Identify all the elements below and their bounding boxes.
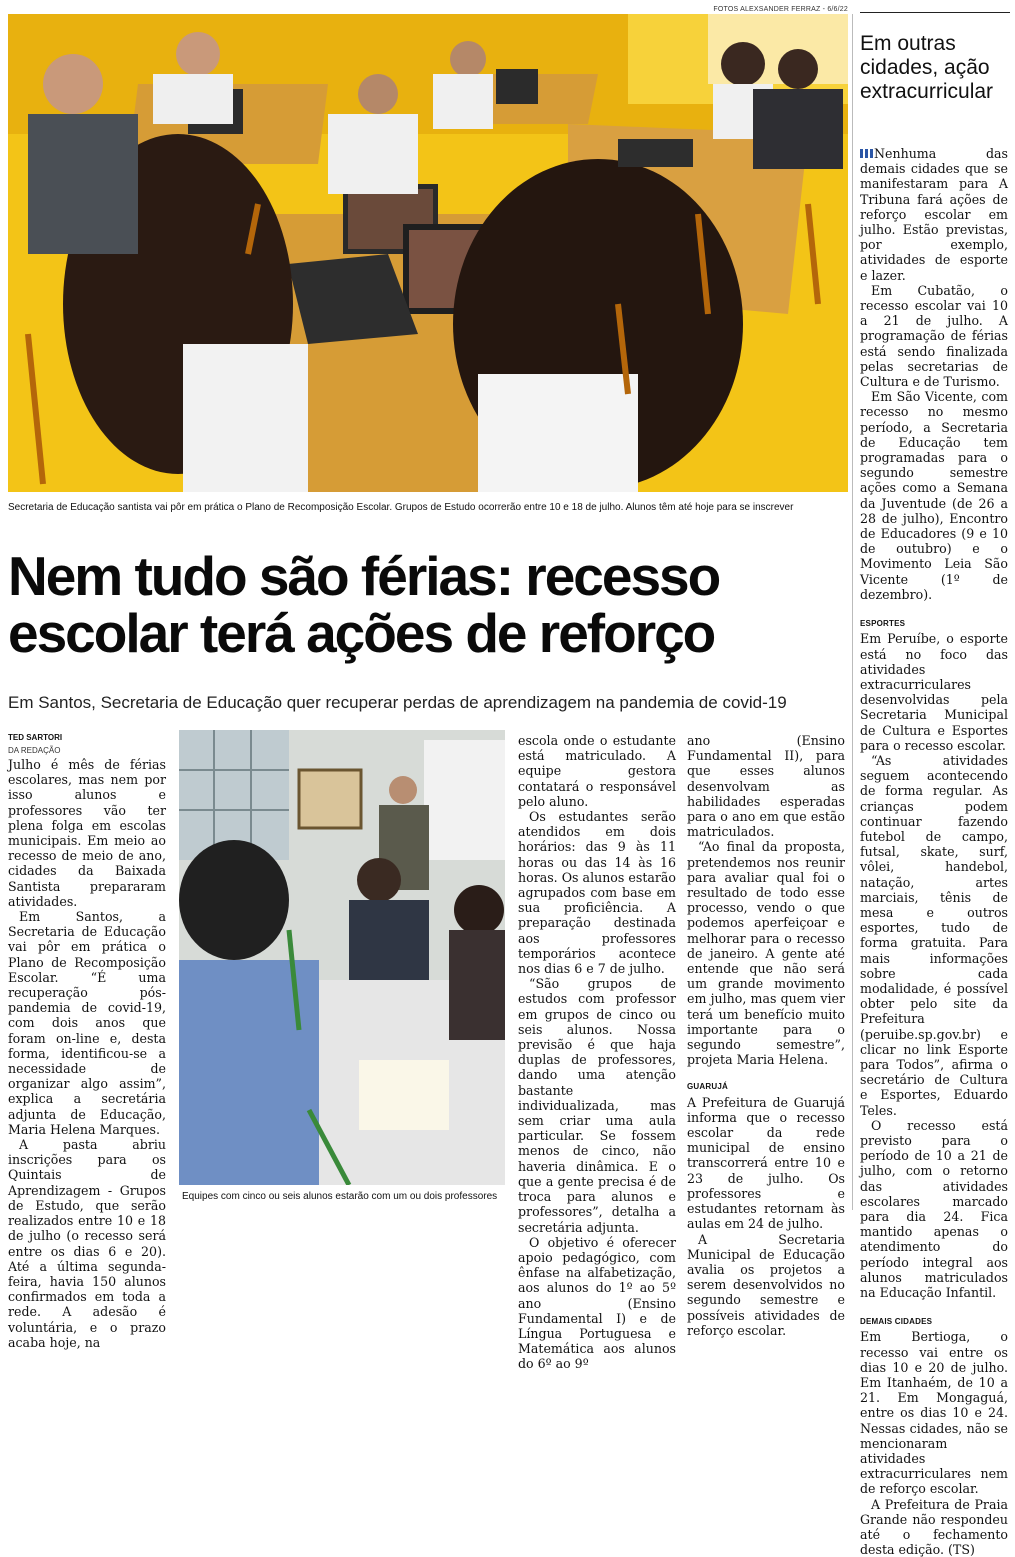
paragraph: Em São Vicente, com recesso no mesmo período, a Secretaria de Educação tem programadas para o segundo semestre ações como a Semana da Juventude (de 26 a 28 de julho), Encontro de Educadores (9 e 10 de outubro) e o Movimento Leia São Vicente (1º de dezembro).	[860, 389, 1008, 602]
inset-photo	[179, 730, 505, 1185]
section-heading-demais-cidades: DEMAIS CIDADES	[860, 1317, 933, 1327]
main-photo	[8, 14, 848, 492]
byline-desk: DA REDAÇÃO	[8, 746, 61, 755]
byline-author: TED SARTORI	[8, 733, 63, 742]
paragraph: A Prefeitura de Guarujá informa que o recesso escolar da rede municipal de ensino transcorrerá entre 10 e 23 de julho. Os professores e estudantes retornam às aulas em 24 de julho.	[687, 1094, 845, 1232]
paragraph: Os estudantes serão atendidos em dois horários: das 9 às 11 horas ou das 14 às 16 horas. Os alunos estarão agrupados com base em sua proficiência. A preparação destinada aos professores temporários acontece nos dias 6 e 7 de julho.	[518, 809, 676, 977]
paragraph: “Ao final da proposta, pretendemos nos reunir para avaliar qual foi o resultado de todo esse processo, vendo o que podemos aperfeiçoar e melhorar para o recesso de janeiro. A gente até entende que não será um grande movimento em julho, mas quem vier terá um benefício muito importante para o segundo semestre”, projeta Maria Helena.	[687, 839, 845, 1068]
section-marker-icon	[860, 149, 873, 158]
paragraph: Em Santos, a Secretaria de Educação vai pôr em prática o Plano de Recomposição Escolar. “É uma recuperação pós-pandemia de covid-19, com dois anos que foram on-line e, desta forma, identificou-se a necessidade de organizar algo assim”, explica a secretária adjunta de Educação, Maria Helena Marques.	[8, 909, 166, 1137]
headline: Nem tudo são férias: recesso escolar terá ações de reforço	[8, 545, 720, 664]
inset-photo-caption: Equipes com cinco ou seis alunos estarão com um ou dois professores	[182, 1191, 498, 1202]
photo-credit: FOTOS ALEXSANDER FERRAZ - 6/6/22	[713, 6, 848, 13]
paragraph: Em Peruíbe, o esporte está no foco das atividades extracurriculares desenvolvidas pela Secretaria Municipal de Cultura e Esportes para o recesso escolar.	[860, 631, 1008, 753]
paragraph: escola onde o estudante está matriculado. A equipe gestora contatará o responsável pelo aluno.	[518, 733, 676, 809]
paragraph: “São grupos de estudos com professor em grupos de cinco ou seis alunos. Nossa previsão é que haja duplas de professores, dando uma atenção bastante individualizada, mas sem criar uma aula particular. Se fossem menos de cinco, não haveria dinâmica. E o que a gente precisa é de troca para alunos e professores”, detalha a secretária adjunta.	[518, 976, 676, 1235]
paragraph: A Prefeitura de Praia Grande não respondeu até o fechamento desta edição. (TS)	[860, 1496, 1008, 1557]
paragraph: Em Bertioga, o recesso vai entre os dias 10 e 20 de julho. Em Itanhaém, de 10 a 21. Em Mongaguá, entre os dias 10 e 24. Nessas cidades, não se mencionaram atividades extracurriculares nem de reforço escolar.	[860, 1329, 1008, 1497]
section-heading-guaruja: GUARUJÁ	[687, 1082, 728, 1092]
paragraph: Julho é mês de férias escolares, mas nem por isso alunos e professores vão ter plena folga em escolas municipais. Em meio ao recesso de meio de ano, cidades da Baixada Santista prepararam atividades.	[8, 757, 166, 909]
sidebar-body	[860, 146, 1008, 1557]
subheadline: Em Santos, Secretaria de Educação quer recuperar perdas de aprendizagem na pandemia de covid-19	[8, 693, 787, 712]
main-photo-caption: Secretaria de Educação santista vai pôr em prática o Plano de Recomposição Escolar. Grupos de Estudo ocorrerão entre 10 e 18 de julho. Alunos têm até hoje para se inscrever	[8, 502, 794, 513]
article-column-2	[518, 733, 676, 1372]
sidebar-title: Em outras cidades, ação extracurricular	[860, 32, 994, 103]
paragraph: ano (Ensino Fundamental II), para que esses alunos desenvolvam as habilidades esperadas para o ano em que estão matriculados.	[687, 733, 845, 840]
paragraph: O recesso está previsto para o período de 10 a 21 de julho, com o retorno das atividades escolares marcado para dia 24. Fica mantido apenas o atendimento do período integral aos alunos matriculados na Educação Infantil.	[860, 1117, 1008, 1301]
paragraph: A pasta abriu inscrições para os Quintais de Aprendizagem - Grupos de Estudo, que serão realizados entre 10 e 18 de julho (o recesso será entre os dias 6 e 20). Até a última segunda-feira, havia 150 alunos confirmados em toda a rede. A adesão é voluntária, e o prazo acaba hoje, na	[8, 1137, 166, 1350]
paragraph: Nenhuma das demais cidades que se manifestaram para A Tribuna fará ações de reforço escolar em julho. Estão previstas, por exemplo, atividades de esporte e lazer.	[860, 146, 1008, 283]
paragraph: Em Cubatão, o recesso escolar vai 10 a 21 de julho. A programação de férias está sendo finalizada pelas secretarias de Cultura e de Turismo.	[860, 282, 1008, 390]
sidebar-top-rule	[860, 12, 1010, 13]
paragraph: A Secretaria Municipal de Educação avalia os projetos a serem desenvolvidos no segundo semestre e possíveis atividades de reforço escolar.	[687, 1231, 845, 1338]
paragraph: “As atividades seguem acontecendo de forma regular. As crianças podem continuar fazendo futebol de campo, futsal, skate, surf, vôlei, handebol, natação, artes marciais, tênis de mesa e outros esportes, tudo de forma gratuita. Para mais informações sobre cada modalidade, é possível obter pelo site da Prefeitura (peruibe.sp.gov.br) e clicar no link Esporte para Todos”, afirma o secretário de Cultura e Esportes, Eduardo Teles.	[860, 752, 1008, 1118]
paragraph: O objetivo é oferecer apoio pedagógico, com ênfase na alfabetização, aos alunos do 1º ao 5º ano (Ensino Fundamental I) e de Língua Portuguesa e Matemática aos alunos do 6º ao 9º	[518, 1234, 676, 1372]
article-column-3	[687, 733, 845, 1338]
sidebar-divider	[852, 14, 853, 1210]
section-heading-esportes: ESPORTES	[860, 619, 906, 629]
article-column-1	[8, 757, 166, 1350]
